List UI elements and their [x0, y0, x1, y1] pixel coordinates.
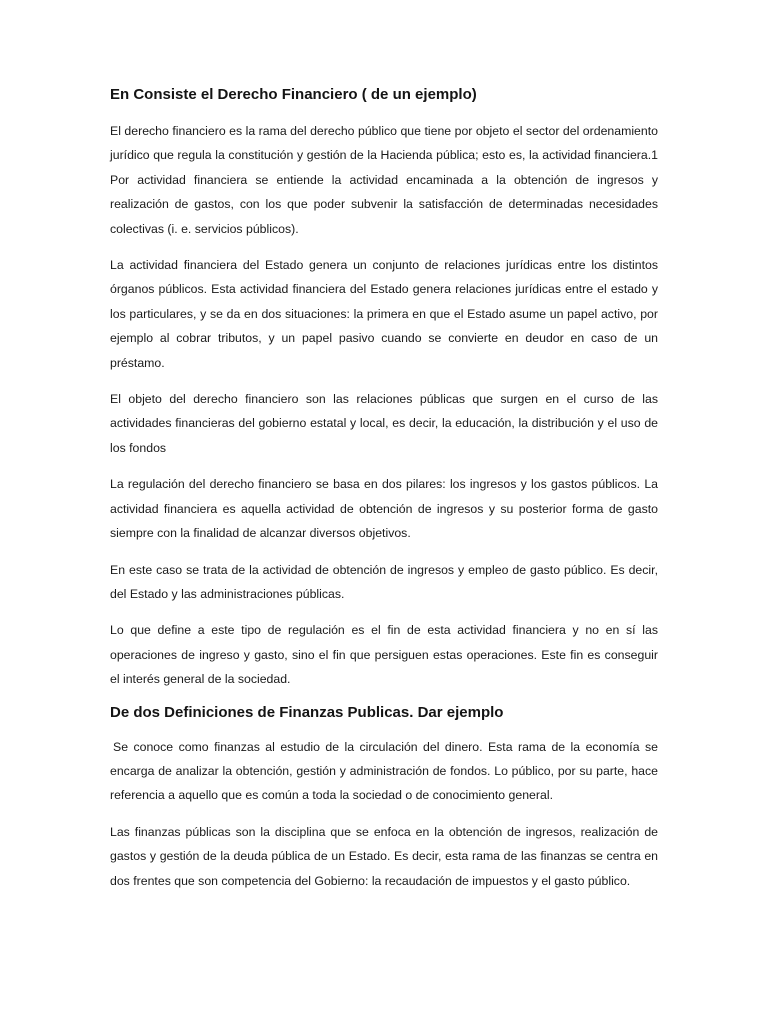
- paragraph: El derecho financiero es la rama del derecho público que tiene por objeto el sector del ordenamiento jurídico que regula la constitución y gestión de la Hacienda pública; esto es, la actividad financiera.1 Por actividad financiera se entiende la actividad encaminada a la obtención de ingresos y realización de gastos, con los que poder subvenir la satisfacción de determinadas necesidades colectivas (i. e. servicios públicos).: [110, 124, 658, 236]
- paragraph: La regulación del derecho financiero se basa en dos pilares: los ingresos y los gastos públicos. La actividad financiera es aquella actividad de obtención de ingresos y su posterior forma de gasto siempre con la finalidad de alcanzar diversos objetivos.: [110, 477, 658, 541]
- section-heading-derecho-financiero: En Consiste el Derecho Financiero ( de un ejemplo): [110, 86, 477, 103]
- document-page: [110, 86, 658, 905]
- paragraph: Las finanzas públicas son la disciplina que se enfoca en la obtención de ingresos, realización de gastos y gestión de la deuda pública de un Estado. Es decir, esta rama de las finanzas se centra en dos frentes que son competencia del Gobierno: la recaudación de impuestos y el gasto público.: [110, 824, 658, 888]
- paragraph: La actividad financiera del Estado genera un conjunto de relaciones jurídicas entre los distintos órganos públicos. Esta actividad financiera del Estado genera relaciones jurídicas entre el estado y los particulares, y se da en dos situaciones: la primera en que el Estado asume un papel activo, por ejemplo al cobrar tributos, y un papel pasivo cuando se convierte en deudor en caso de un préstamo.: [110, 258, 658, 370]
- paragraph: El objeto del derecho financiero son las relaciones públicas que surgen en el curso de las actividades financieras del gobierno estatal y local, es decir, la educación, la distribución y el uso de los fondos: [110, 392, 658, 455]
- paragraph: En este caso se trata de la actividad de obtención de ingresos y empleo de gasto público. Es decir, del Estado y las administraciones públicas.: [110, 562, 658, 601]
- paragraph: Lo que define a este tipo de regulación es el fin de esta actividad financiera y no en sí las operaciones de ingreso y gasto, sino el fin que persiguen estas operaciones. Este fin es conseguir el interés general de la sociedad.: [110, 623, 658, 687]
- section-heading-finanzas-publicas: De dos Definiciones de Finanzas Publicas. Dar ejemplo: [110, 703, 504, 721]
- paragraph: Se conoce como finanzas al estudio de la circulación del dinero. Esta rama de la economía se encarga de analizar la obtención, gestión y administración de fondos. Lo público, por su parte, hace referencia a aquello que es común a toda la sociedad o de conocimiento general.: [110, 739, 658, 803]
